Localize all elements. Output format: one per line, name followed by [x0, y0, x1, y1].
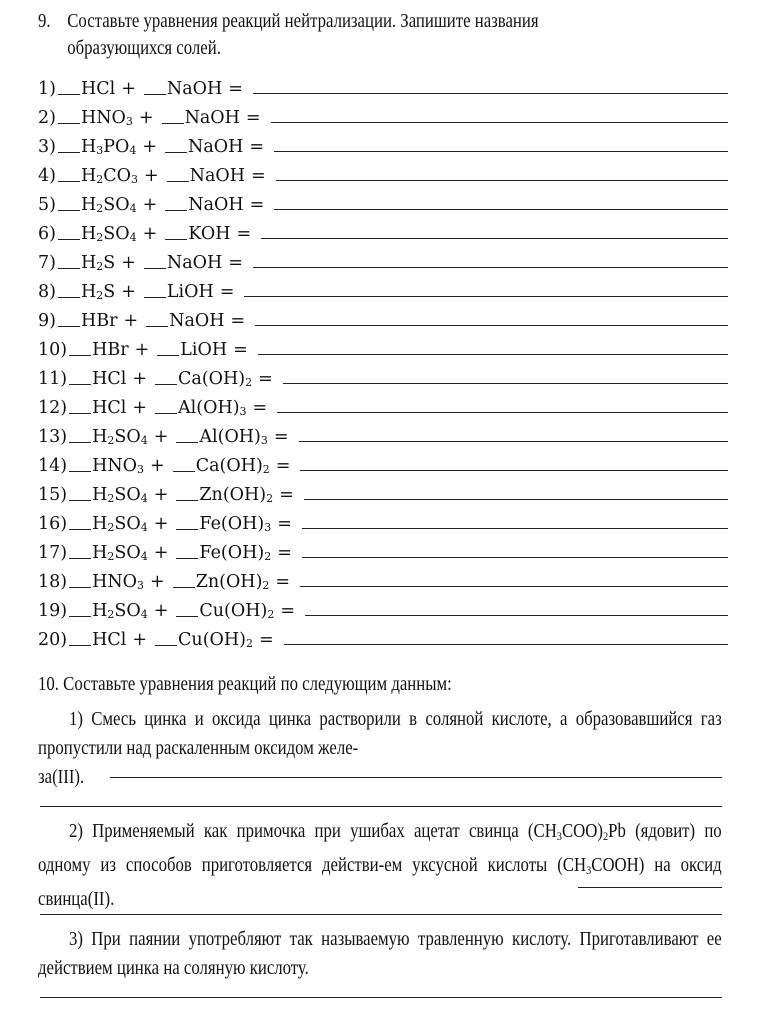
equals-sign: =	[228, 253, 243, 273]
coefficient-blank-acid[interactable]	[69, 499, 91, 501]
plus-sign: +	[153, 543, 169, 563]
equation-row	[38, 128, 728, 157]
equals-sign: =	[275, 456, 291, 476]
plus-sign: +	[153, 427, 169, 447]
item-2-text-a: 2) Применяемый как примочка при ушибах ацетат свинца (CH	[68, 821, 557, 842]
coefficient-blank-base[interactable]	[144, 93, 166, 95]
coefficient-blank-base[interactable]	[176, 557, 198, 559]
equation-number: 5)	[38, 195, 56, 215]
item-2-text-b: COO)	[561, 821, 603, 842]
base-formula: NaOH	[184, 108, 240, 128]
acid-formula: $H_2SO_4$	[92, 514, 148, 534]
equation-number: 13)	[38, 427, 68, 447]
plus-sign: +	[153, 514, 169, 534]
coefficient-blank-acid[interactable]	[69, 557, 91, 559]
task-10-item-3	[38, 925, 722, 983]
plus-sign: +	[142, 224, 158, 244]
base-formula: KOH	[188, 224, 231, 244]
equation-number: 12)	[38, 398, 68, 418]
equation-row	[38, 389, 728, 418]
equals-sign: =	[230, 311, 246, 331]
equation-row	[38, 534, 728, 563]
task-9-heading	[38, 8, 735, 62]
equation-number: 20)	[38, 630, 68, 650]
equals-sign: =	[219, 282, 235, 302]
plus-sign: +	[132, 398, 148, 418]
coefficient-blank-base[interactable]	[173, 470, 195, 472]
base-formula: LiOH	[180, 340, 228, 360]
base-formula: NaOH	[166, 253, 223, 273]
answer-line[interactable]	[300, 586, 728, 587]
acid-formula: $H_2SO_4$	[92, 543, 148, 563]
coefficient-blank-base[interactable]	[144, 267, 166, 269]
equation-row	[38, 244, 728, 273]
answer-line[interactable]	[274, 151, 728, 152]
equation-number: 17)	[38, 543, 68, 563]
base-formula: $Fe(OH)_3$	[199, 514, 272, 534]
equation-row	[38, 331, 728, 360]
base-formula: LiOH	[166, 282, 214, 302]
coefficient-blank-base[interactable]	[165, 238, 187, 240]
coefficient-blank-acid[interactable]	[69, 586, 91, 588]
answer-line[interactable]	[244, 296, 728, 297]
coefficient-blank-base[interactable]	[165, 151, 187, 153]
coefficient-blank-base[interactable]	[176, 528, 198, 530]
equation-number: 2)	[38, 108, 56, 128]
plus-sign: +	[123, 311, 139, 331]
acid-formula: HBr	[92, 340, 129, 360]
coefficient-blank-base[interactable]	[176, 441, 198, 443]
equation-number: 9)	[38, 311, 56, 331]
equals-sign: =	[258, 369, 273, 389]
sub-3b: 3	[586, 863, 592, 877]
answer-line[interactable]	[300, 470, 728, 471]
equation-number: 14)	[38, 456, 68, 476]
equation-number: 1)	[38, 79, 56, 99]
answer-line-2b[interactable]	[40, 914, 722, 915]
acid-formula: $H_2S$	[80, 282, 116, 302]
equals-sign: =	[275, 572, 291, 592]
coefficient-blank-acid[interactable]	[69, 644, 91, 646]
plus-sign: +	[142, 195, 158, 215]
coefficient-blank-acid[interactable]	[58, 180, 80, 182]
equation-number: 7)	[38, 253, 56, 273]
equation-row	[38, 418, 728, 447]
plus-sign: +	[138, 108, 154, 128]
equals-sign: =	[249, 137, 265, 157]
equation-row	[38, 273, 728, 302]
answer-line[interactable]	[302, 557, 728, 558]
plus-sign: +	[143, 166, 159, 186]
base-formula: NaOH	[188, 137, 244, 157]
equation-row	[38, 621, 728, 650]
base-formula: $Cu(OH)_2$	[199, 601, 275, 621]
coefficient-blank-base[interactable]	[176, 615, 198, 617]
base-formula: NaOH	[188, 195, 244, 215]
equation-number: 6)	[38, 224, 56, 244]
base-formula: $Fe(OH)_2$	[199, 543, 272, 563]
equals-sign: =	[277, 543, 292, 563]
base-formula: $Ca(OH)_2$	[195, 456, 270, 476]
equation-number: 18)	[38, 572, 68, 592]
base-formula: $Al(OH)_3$	[199, 427, 268, 447]
task-10-item-1	[38, 705, 722, 763]
equation-number: 19)	[38, 601, 68, 621]
equals-sign: =	[233, 340, 248, 360]
equation-row	[38, 215, 728, 244]
coefficient-blank-acid[interactable]	[58, 209, 80, 211]
equals-sign: =	[249, 195, 265, 215]
coefficient-blank-base[interactable]	[155, 412, 177, 414]
answer-line[interactable]	[299, 441, 728, 442]
coefficient-blank-base[interactable]	[173, 586, 195, 588]
coefficient-blank-acid[interactable]	[58, 238, 80, 240]
coefficient-blank-acid[interactable]	[58, 93, 80, 95]
acid-formula: $H_2SO_4$	[92, 601, 148, 621]
equation-row	[38, 563, 728, 592]
answer-line[interactable]	[255, 325, 728, 326]
answer-line[interactable]	[302, 528, 728, 529]
plus-sign: +	[121, 79, 136, 99]
equation-number: 8)	[38, 282, 56, 302]
equals-sign: =	[277, 514, 292, 534]
answer-line[interactable]	[304, 499, 728, 500]
acid-formula: HCl	[92, 398, 127, 418]
coefficient-blank-base[interactable]	[157, 354, 179, 356]
coefficient-blank-base[interactable]	[176, 499, 198, 501]
base-formula: $Zn(OH)_2$	[199, 485, 274, 505]
coefficient-blank-base[interactable]	[155, 644, 177, 646]
equation-row	[38, 476, 728, 505]
base-formula: $Al(OH)_3$	[178, 398, 247, 418]
answer-line[interactable]	[253, 93, 728, 94]
equals-sign: =	[273, 427, 289, 447]
coefficient-blank-acid[interactable]	[58, 122, 80, 124]
coefficient-blank-acid[interactable]	[69, 528, 91, 530]
coefficient-blank-acid[interactable]	[69, 441, 91, 443]
equation-number: 3)	[38, 137, 56, 157]
base-formula: $Ca(OH)_2$	[178, 369, 253, 389]
acid-formula: $HNO_3$	[92, 456, 145, 476]
coefficient-blank-acid[interactable]	[58, 296, 80, 298]
answer-line[interactable]	[261, 238, 728, 239]
base-formula: NaOH	[169, 311, 225, 331]
equation-row	[38, 505, 728, 534]
task-9-title-line1: Составьте уравнения реакций нейтрализации. Запишите названия	[67, 11, 539, 32]
equation-row	[38, 302, 728, 331]
acid-formula: $H_2SO_4$	[92, 485, 148, 505]
plus-sign: +	[153, 601, 169, 621]
coefficient-blank-acid[interactable]	[69, 383, 91, 385]
acid-formula: HCl	[92, 630, 127, 650]
item-3-text: 3) При паянии употребляют так называемую травленную кислоту. Приготавливают ее действием цинка на соляную кислоту.	[38, 929, 722, 979]
acid-formula: $H_2CO_3$	[80, 166, 138, 186]
answer-line[interactable]	[271, 122, 728, 123]
plus-sign: +	[134, 340, 150, 360]
sub-3: 3	[556, 829, 562, 843]
acid-formula: $HNO_3$	[80, 108, 133, 128]
answer-line[interactable]	[305, 615, 728, 616]
acid-formula: $H_2SO_4$	[80, 195, 137, 215]
equals-sign: =	[236, 224, 252, 244]
coefficient-blank-base[interactable]	[162, 122, 184, 124]
answer-line[interactable]	[253, 267, 728, 268]
coefficient-blank-base[interactable]	[146, 325, 168, 327]
item-2-text-c: Pb (ядовит) по одному из способов приготовляется действи-ем уксусной кислоты (CH	[38, 821, 722, 876]
plus-sign: +	[132, 369, 148, 389]
equation-row	[38, 360, 728, 389]
equation-number: 16)	[38, 514, 68, 534]
equals-sign: =	[258, 630, 274, 650]
equals-sign: =	[245, 108, 261, 128]
task-10-heading	[38, 670, 726, 699]
acid-formula: $HNO_3$	[92, 572, 145, 592]
equals-sign: =	[251, 166, 266, 186]
task-9-title-line2: образующихся солей.	[67, 38, 221, 59]
task-10-title: 10. Составьте уравнения реакций по следующим данным:	[38, 674, 452, 695]
plus-sign: +	[150, 572, 165, 592]
equation-number: 10)	[38, 340, 68, 360]
equation-row	[38, 186, 728, 215]
answer-line[interactable]	[284, 644, 728, 645]
answer-line[interactable]	[283, 383, 728, 384]
answer-line[interactable]	[274, 209, 728, 210]
coefficient-blank-acid[interactable]	[69, 354, 91, 356]
task-9-number: 9.	[38, 11, 51, 32]
acid-formula: $H_2SO_4$	[92, 427, 148, 447]
equation-row	[38, 99, 728, 128]
equation-row	[38, 157, 728, 186]
equation-list	[38, 70, 728, 650]
plus-sign: +	[121, 282, 136, 302]
coefficient-blank-acid[interactable]	[69, 412, 91, 414]
coefficient-blank-acid[interactable]	[69, 470, 91, 472]
equation-number: 4)	[38, 166, 56, 186]
equals-sign: =	[252, 398, 268, 418]
acid-formula: HCl	[92, 369, 127, 389]
plus-sign: +	[142, 137, 158, 157]
equation-row	[38, 447, 728, 476]
equals-sign: =	[228, 79, 243, 99]
coefficient-blank-base[interactable]	[167, 180, 189, 182]
equals-sign: =	[279, 485, 294, 505]
coefficient-blank-acid[interactable]	[58, 151, 80, 153]
equation-row	[38, 592, 728, 621]
equals-sign: =	[280, 601, 295, 621]
item-1-text-end: за(III).	[38, 767, 85, 788]
equation-number: 15)	[38, 485, 68, 505]
acid-formula: HBr	[80, 311, 118, 331]
item-2-text-d: COOH) на оксид свинца(II).	[38, 855, 722, 910]
answer-line[interactable]	[276, 180, 728, 181]
acid-formula: $H_3PO_4$	[80, 137, 137, 157]
coefficient-blank-base[interactable]	[155, 383, 177, 385]
answer-line-3[interactable]	[40, 997, 722, 998]
coefficient-blank-acid[interactable]	[58, 325, 80, 327]
plus-sign: +	[132, 630, 148, 650]
acid-formula: HCl	[80, 79, 116, 99]
base-formula: NaOH	[189, 166, 246, 186]
equation-row	[38, 70, 728, 99]
answer-line[interactable]	[258, 354, 728, 355]
base-formula: NaOH	[166, 79, 223, 99]
plus-sign: +	[153, 485, 169, 505]
equation-number: 11)	[38, 369, 68, 389]
task-10-item-2	[38, 817, 722, 914]
acid-formula: $H_2SO_4$	[80, 224, 137, 244]
coefficient-blank-acid[interactable]	[69, 615, 91, 617]
coefficient-blank-base[interactable]	[144, 296, 166, 298]
base-formula: $Cu(OH)_2$	[178, 630, 253, 650]
coefficient-blank-acid[interactable]	[58, 267, 80, 269]
acid-formula: $H_2S$	[80, 253, 116, 273]
plus-sign: +	[150, 456, 165, 476]
answer-line-2a[interactable]	[578, 887, 722, 888]
plus-sign: +	[121, 253, 136, 273]
sub-2: 2	[602, 829, 609, 843]
base-formula: $Zn(OH)_2$	[195, 572, 270, 592]
answer-line[interactable]	[277, 412, 728, 413]
item-1-text: 1) Смесь цинка и оксида цинка растворили в соляной кислоте, а образовавшийся газ пропустили над раскаленным оксидом желе-	[38, 709, 722, 759]
answer-line-1a[interactable]	[110, 777, 722, 778]
coefficient-blank-base[interactable]	[165, 209, 187, 211]
answer-line-1b[interactable]	[40, 806, 722, 807]
